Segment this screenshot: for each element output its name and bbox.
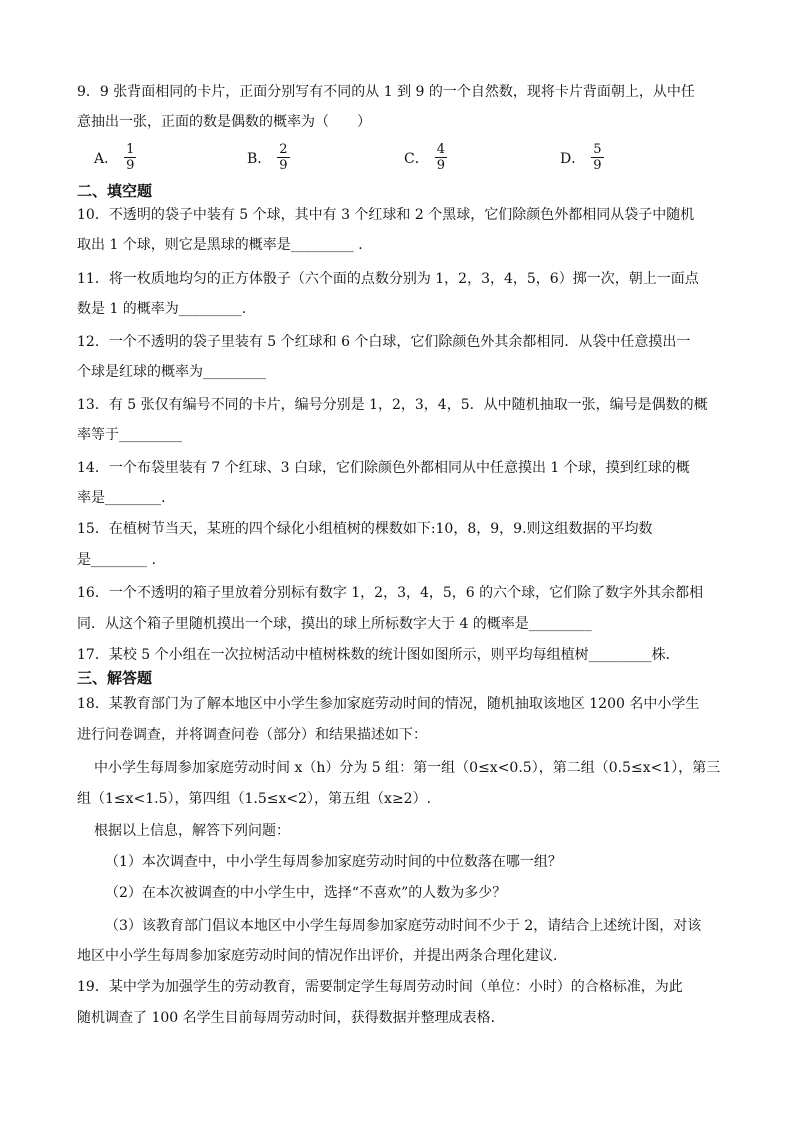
- q16-line1: 16．一个不透明的箱子里放着分别标有数字 1，2，3，4，5，6 的六个球，它们除了数字外其余都相: [77, 585, 704, 601]
- fraction: [435, 142, 447, 173]
- q18-sub3a: （3）该教育部门倡议本地区中小学生每周参加家庭劳动时间不少于 2，请结合上述统计图，对该: [105, 918, 702, 934]
- q19-line1: 19．某中学为加强学生的劳动教育，需要制定学生每周劳动时间（单位：小时）的合格标准，为此: [77, 979, 683, 995]
- q14-line1: 14．一个布袋里装有 7 个红球、3 白球，它们除颜色外都相同从中任意摸出 1 个球，摸到红球的概: [77, 460, 690, 476]
- numerator: 1: [126, 142, 135, 157]
- q14-line2: 率是________.: [77, 490, 166, 506]
- q13-line2: 率等于_________: [77, 427, 182, 443]
- q13-line1: 13．有 5 张仅有编号不同的卡片，编号分别是 1，2，3，4，5．从中随机抽取一张，编号是偶数的概: [77, 397, 708, 413]
- denominator: 9: [279, 158, 288, 173]
- q18-sub3b: 地区中小学生每周参加家庭劳动时间的情况作出评价，并提出两条合理化建议．: [77, 948, 567, 964]
- choice-label: C．: [404, 150, 429, 167]
- q18-line1: 18．某教育部门为了解本地区中小学生参加家庭劳动时间的情况，随机抽取该地区 1200 名中小学生: [77, 696, 700, 712]
- q9-line1: 9．9 张背面相同的卡片，正面分别写有不同的从 1 到 9 的一个自然数，现将卡片背面朝上，从中任: [77, 84, 695, 100]
- numerator: 4: [436, 142, 445, 157]
- q18-sub1: （1）本次调查中，中小学生每周参加家庭劳动时间的中位数落在哪一组？: [105, 854, 562, 870]
- denominator: 9: [436, 158, 445, 173]
- numerator: 5: [593, 142, 602, 157]
- q9-choice-d: [560, 142, 604, 173]
- section-heading-solutions: 三、解答题: [77, 669, 153, 687]
- q15-line2: 是________ .: [77, 552, 156, 568]
- q9-choice-a: [94, 142, 136, 173]
- q15-line1: 15．在植树节当天，某班的四个绿化小组植树的棵数如下:10，8，9，9.则这组数据的平均数: [77, 521, 653, 537]
- q9-line2: 意抽出一张，正面的数是偶数的概率为（ ）: [77, 114, 371, 130]
- q18-sub2: （2）在本次被调查的中小学生中，选择“不喜欢”的人数为多少？: [105, 885, 507, 901]
- numerator: 2: [279, 142, 288, 157]
- choice-label: B．: [247, 150, 272, 167]
- q9-choice-c: [404, 142, 447, 173]
- q11-line2: 数是 1 的概率为_________.: [77, 301, 247, 317]
- q18-line2: 进行问卷调查，并将调查问卷（部分）和结果描述如下：: [77, 727, 427, 743]
- choice-label: D．: [560, 150, 586, 167]
- q18-line4: 组（1≤x<1.5），第四组（1.5≤x<2），第五组（x≥2）.: [77, 791, 432, 807]
- q16-line2: 同．从这个箱子里随机摸出一个球，摸出的球上所标数字大于 4 的概率是_________: [77, 616, 592, 632]
- q18-line3: 中小学生每周参加家庭劳动时间 x（h）分为 5 组：第一组（0≤x<0.5），第二组（0.5≤x<1），第三: [94, 760, 721, 776]
- q17-line1: 17．某校 5 个小组在一次拉树活动中植树株数的统计图如图所示，则平均每组植树_________株．: [77, 647, 680, 663]
- q12-line2: 个球是红球的概率为_________: [77, 364, 266, 380]
- fraction: [591, 142, 603, 173]
- q10-line1: 10．不透明的袋子中装有 5 个球，其中有 3 个红球和 2 个黑球，它们除颜色外都相同从袋子中随机: [77, 207, 695, 223]
- q11-line1: 11．将一枚质地均匀的正方体骰子（六个面的点数分别为 1，2，3，4，5，6）掷一次，朝上一面点: [77, 271, 699, 287]
- fraction: [124, 142, 136, 173]
- q12-line1: 12．一个不透明的袋子里装有 5 个红球和 6 个白球，它们除颜色外其余都相同．从袋中任意摸出一: [77, 334, 691, 350]
- q18-line5: 根据以上信息，解答下列问题：: [94, 823, 290, 839]
- q19-line2: 随机调查了 100 名学生目前每周劳动时间，获得数据并整理成表格．: [77, 1010, 505, 1026]
- choice-label: A．: [94, 150, 119, 167]
- section-heading-fill-in: 二、填空题: [77, 182, 153, 200]
- q9-choice-b: [247, 142, 290, 173]
- q10-line2: 取出 1 个球，则它是黑球的概率是_________ .: [77, 237, 363, 253]
- denominator: 9: [593, 158, 602, 173]
- denominator: 9: [126, 158, 135, 173]
- fraction: [277, 142, 289, 173]
